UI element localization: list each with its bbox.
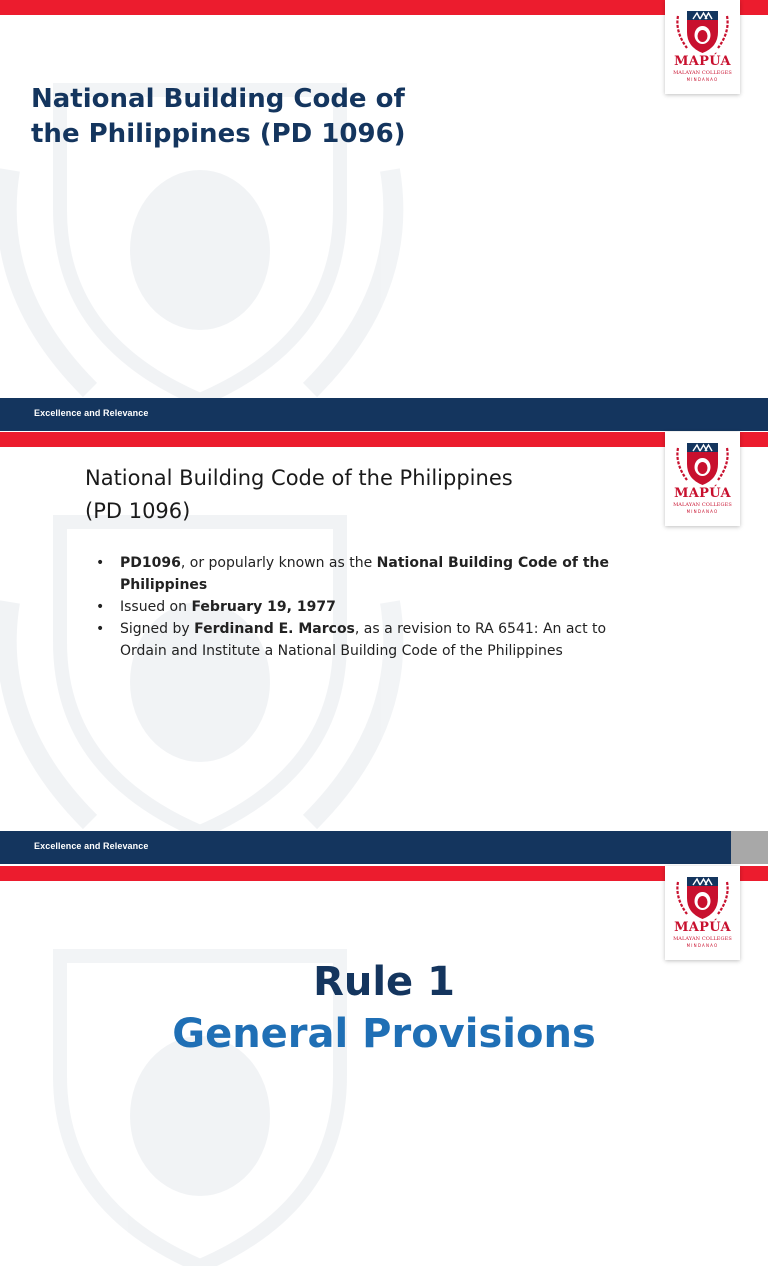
bullet-text-bold: Philippines (120, 577, 208, 593)
footer-bar (0, 831, 731, 864)
bullet-text: Signed by (120, 621, 195, 637)
logo-campus: MINDANAO (686, 943, 719, 948)
bullet-text-bold: PD1096 (120, 555, 181, 571)
logo-subtitle: MALAYAN COLLEGES (673, 70, 732, 76)
footer-bar (0, 398, 768, 431)
mapua-logo (665, 0, 740, 94)
top-red-bar (0, 866, 768, 881)
logo-campus: MINDANAO (686, 77, 719, 82)
logo-wordmark: MAPÚA (674, 54, 731, 69)
crest-icon (675, 10, 730, 54)
slide-title (31, 82, 406, 152)
logo-subtitle: MALAYAN COLLEGES (673, 936, 732, 942)
bullet-text-bold: February 19, 1977 (191, 599, 336, 615)
crest-icon (675, 442, 730, 486)
footer-tagline: Excellence and Relevance (34, 841, 149, 851)
slide-title-line-1: National Building Code of (31, 84, 405, 114)
slide-title (85, 462, 513, 528)
slide-1 (0, 0, 768, 432)
slide-2 (0, 432, 768, 866)
top-red-bar (0, 0, 768, 15)
slide-title-line-2: (PD 1096) (85, 499, 191, 523)
crest-icon (675, 876, 730, 920)
slide-3 (0, 866, 768, 1057)
logo-wordmark: MAPÚA (674, 920, 731, 935)
bullet-icon: • (96, 599, 105, 615)
slide-title-line-1: Rule 1 (313, 959, 455, 1005)
bullet-text: , or popularly known as the (180, 555, 377, 571)
logo-campus: MINDANAO (686, 509, 719, 514)
bullet-text-bold: Ferdinand E. Marcos (194, 621, 355, 637)
slide-title-line-2: the Philippines (PD 1096) (31, 119, 406, 149)
logo-subtitle: MALAYAN COLLEGES (673, 502, 732, 508)
bullet-text: , as a revision to RA 6541: An act to (354, 621, 607, 637)
slide-title-line-1: National Building Code of the Philippines (85, 466, 513, 490)
mapua-logo (665, 866, 740, 960)
bullet-icon: • (96, 555, 105, 571)
slide-title-line-2: General Provisions (172, 1011, 596, 1057)
bullet-text-bold: National Building Code of the (376, 555, 609, 571)
bullet-text: Issued on (120, 599, 192, 615)
top-red-bar (0, 432, 768, 447)
mapua-logo (665, 432, 740, 526)
logo-wordmark: MAPÚA (674, 486, 731, 501)
bullet-list (96, 552, 636, 662)
bullet-text: Ordain and Institute a National Building Code of the Philippines (120, 643, 563, 659)
list-item (96, 596, 636, 618)
bullet-icon: • (96, 621, 105, 637)
scrollbar-tab[interactable] (731, 831, 768, 864)
list-item (96, 552, 636, 596)
list-item (96, 618, 636, 662)
footer-tagline: Excellence and Relevance (34, 408, 149, 418)
